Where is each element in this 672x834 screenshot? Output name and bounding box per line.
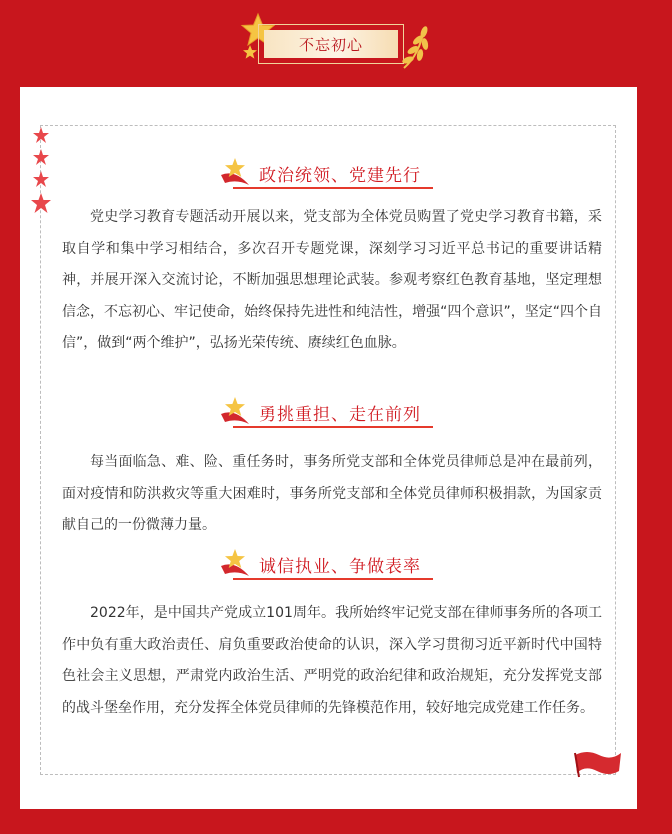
- content-card: [20, 87, 637, 809]
- section-paragraph: 党史学习教育专题活动开展以来，党支部为全体党员购置了党史学习教育书籍，采取自学和集中学习相结合，多次召开专题党课，深刻学习习近平总书记的重要讲话精神，并展开深入交流讨论，不断加强思想理论武装。参观考察红色教育基地，坚定理想信念，不忘初心、牢记使命，始终保持先进性和纯洁性，增强“四个意识”，坚定“四个自信”，做到“两个维护”，弘扬光荣传统、赓续红色血脉。: [62, 209, 602, 351]
- section-underline: [233, 187, 433, 189]
- top-banner: [0, 0, 672, 90]
- laurel-icon: [398, 24, 434, 72]
- section-heading-2: [20, 398, 637, 432]
- section-underline: [233, 426, 433, 428]
- section-heading-3: [20, 550, 637, 584]
- section-title: 政治统领、党建先行: [259, 166, 421, 186]
- section-paragraph: 每当面临急、难、险、重任务时，事务所党支部和全体党员律师总是冲在最前列，面对疫情和防洪救灾等重大困难时，事务所党支部和全体党员律师积极捐款，为国家贡献自己的一份微薄力量。: [62, 454, 602, 533]
- section-heading-1: [20, 159, 637, 193]
- banner-title: [264, 30, 398, 58]
- section-underline: [233, 578, 433, 580]
- section-paragraph: 2022年，是中国共产党成立101周年。我所始终牢记党支部在律师事务所的各项工作中负有重大政治责任、肩负重要政治使命的认识，深入学习贯彻习近平新时代中国特色社会主义思想，严肃党内政治生活、严明党的政治纪律和政治规矩，充分发挥党支部的战斗堡垒作用，充分发挥全体党员律师的先锋模范作用，较好地完成党建工作任务。: [62, 605, 602, 716]
- banner-label: 不忘初心: [298, 35, 363, 54]
- red-flag-icon: [573, 747, 623, 779]
- section-title: 勇挑重担、走在前列: [259, 405, 421, 425]
- star-icon: [242, 44, 258, 60]
- section-title: 诚信执业、争做表率: [259, 557, 421, 577]
